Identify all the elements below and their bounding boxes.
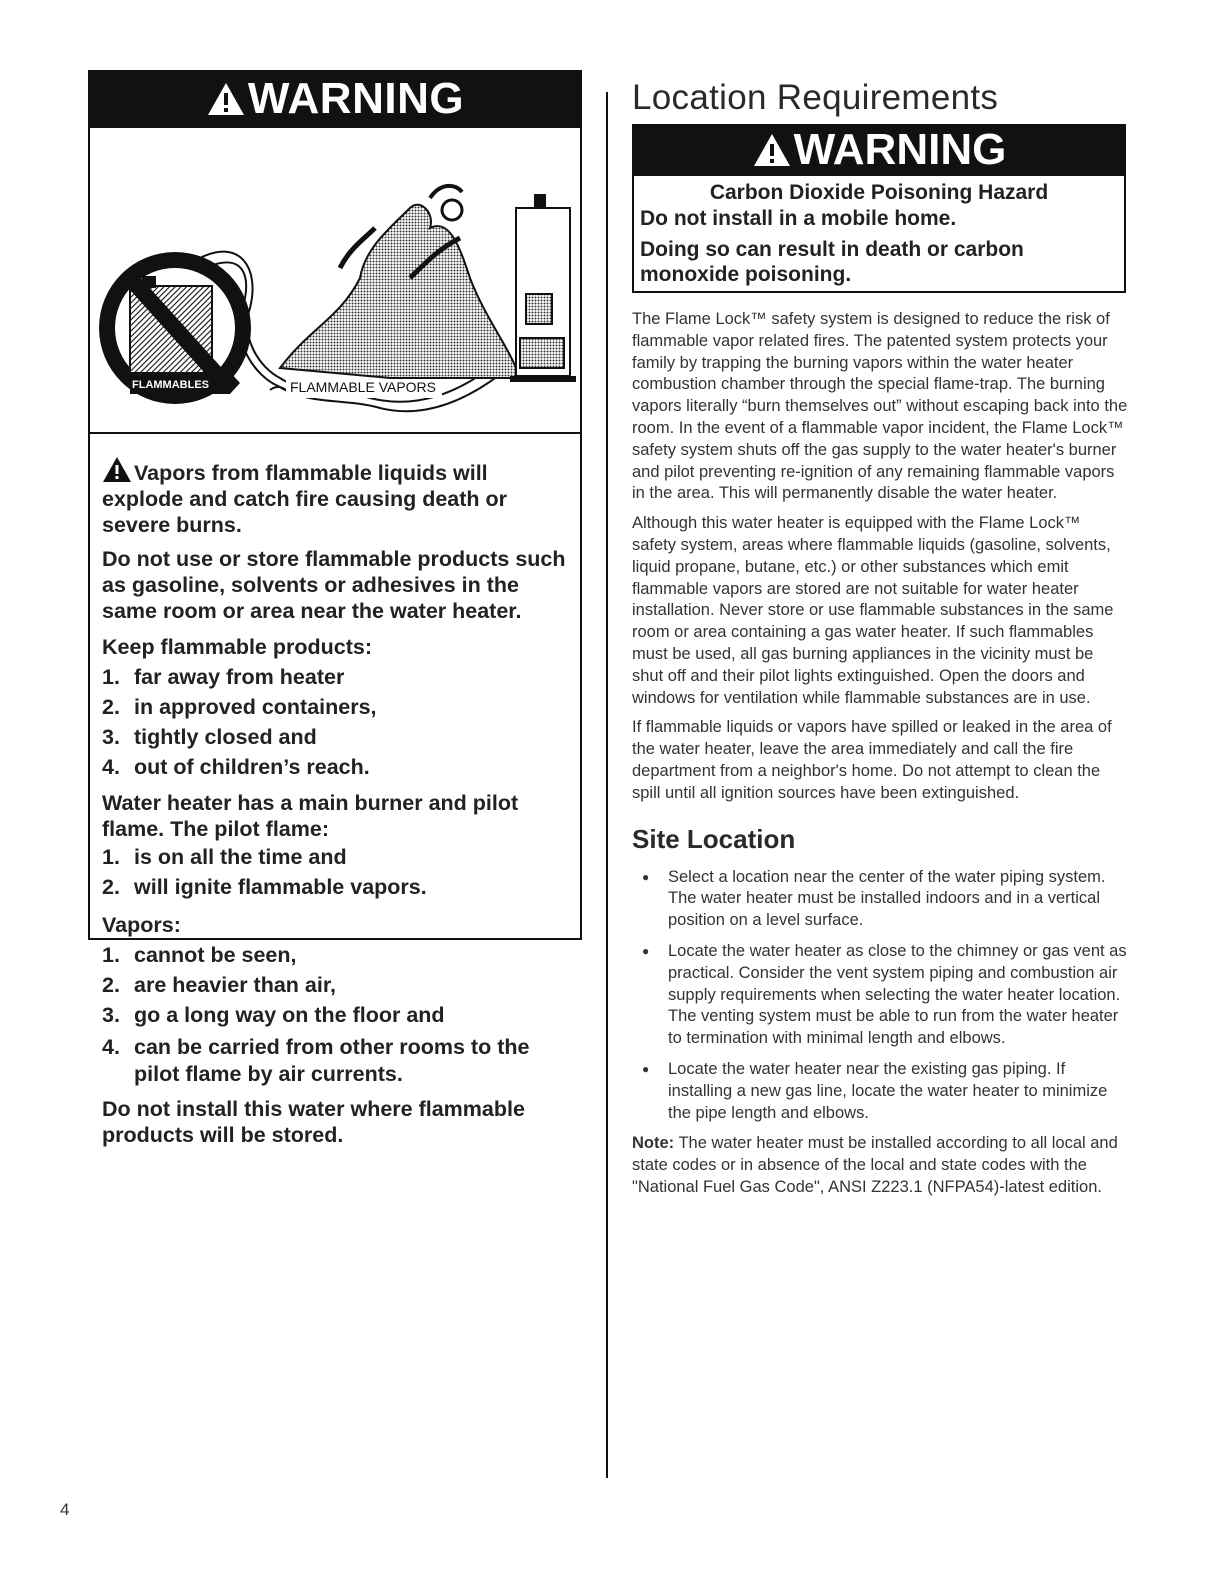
pilot-title: Water heater has a main burner and pilot flame. The pilot flame: <box>102 791 519 841</box>
list-item: 1. is on all the time and <box>102 845 347 869</box>
pilot-list <box>102 842 570 902</box>
warning-banner <box>88 70 582 128</box>
hazard-title: Carbon Dioxide Poisoning Hazard <box>709 181 1049 204</box>
list-item: 2. are heavier than air, <box>102 973 336 997</box>
warning-triangle-icon <box>752 132 792 168</box>
keep-title: Keep flammable products: <box>102 635 372 659</box>
note <box>632 1133 1128 1198</box>
vapors-title: Vapors: <box>102 913 181 937</box>
site-location-list <box>632 867 1128 1125</box>
section-heading: Site Location <box>632 823 796 854</box>
flammables-label: FLAMMABLES <box>132 379 209 391</box>
water-heater-drawing <box>510 194 576 382</box>
paragraph: If flammable liquids or vapors have spilled or leaked in the area of the water heater, leave the area immediately and call the fire department from a neighbor's home. Do not attempt to clean the spill until all ignition sources have been extinguished. <box>632 718 1112 802</box>
warning-line: Doing so can result in death or carbon monoxide poisoning. <box>640 238 1024 286</box>
keep-list <box>102 662 570 782</box>
page-number: 4 <box>60 1500 70 1519</box>
list-item: 4. can be carried from other rooms to the pilot flame by air currents. <box>102 1035 530 1086</box>
bullet-icon: ● <box>642 1061 650 1076</box>
list-item: 3. go a long way on the floor and <box>102 1003 445 1027</box>
warning-banner-label: WARNING <box>793 125 1007 174</box>
warning-triangle-icon <box>102 456 132 483</box>
flammable-warning-box <box>88 70 582 1147</box>
list-item: ● Locate the water heater near the existing gas piping. If installing a new gas line, locate the water heater to minimize the pipe length and elbows. <box>632 1059 1128 1124</box>
body-text <box>632 309 1128 805</box>
list-item: ● Locate the water heater as close to the chimney or gas vent as practical. Consider the vent system piping and combustion air supply requirements when selecting the water heater location. The venting system must be able to run from the water heater to termination with minimal length and elbows. <box>632 941 1128 1050</box>
warning-text <box>90 434 580 1148</box>
fire-figure <box>280 186 520 378</box>
flammable-vapors-illustration <box>90 128 580 434</box>
paragraph: Although this water heater is equipped with the Flame Lock™ safety system, areas where flammable liquids (gasoline, solvents, liquid propane, butane, etc.) or other substances which emit flammable vapors are stored are not suitable for water heater installation. Never store or use flammable substances in the same room or area containing a gas water heater. If such flammables must be used, all gas burning appliances in the vicinity must be shut off and their pilot lights extinguished. Open the doors and windows for ventilation while flammable substances are in use. <box>632 514 1114 707</box>
flammable-vapors-label: FLAMMABLE VAPORS <box>290 379 437 395</box>
bullet-icon: ● <box>642 943 650 958</box>
no-flammables-sign <box>99 252 251 404</box>
warning-banner-label: WARNING <box>247 74 465 123</box>
list-item: 1. cannot be seen, <box>102 943 297 967</box>
do-not-install-statement: Do not install this water where flammable products will be stored. <box>102 1097 525 1147</box>
right-column <box>632 76 1128 1199</box>
flammable-illustration-graphic <box>90 128 580 434</box>
do-not-use-statement: Do not use or store flammable products such as gasoline, solvents or adhesives in the same room or area near the water heater. <box>102 547 566 623</box>
list-item: ● Select a location near the center of the water piping system. The water heater must be installed indoors and in a vertical position on a level surface. <box>632 867 1128 932</box>
paragraph: The Flame Lock™ safety system is designed to reduce the risk of flammable vapor related fires. The patented system protects your family by trapping the burning vapors within the water heater combustion chamber through the special flame-trap. The burning vapors literally “burn themselves out” without escaping back into the room. In the event of a flammable vapor incident, the Flame Lock™ safety system shuts off the gas supply to the water heater's burner and pilot preventing re-ignition of any remaining flammable vapors in the area. This will permanently disable the water heater. <box>632 310 1128 503</box>
vapors-list <box>102 940 570 1088</box>
list-item: 1. far away from heater <box>102 665 345 689</box>
list-item: 3. tightly closed and <box>102 725 317 749</box>
list-item: 2. will ignite flammable vapors. <box>102 875 427 899</box>
warning-banner <box>632 124 1126 176</box>
note-label: Note: <box>632 1134 675 1153</box>
page-title: Location Requirements <box>632 78 999 117</box>
column-divider <box>606 92 608 1478</box>
warning-triangle-icon <box>206 81 246 117</box>
vapors-statement: Vapors from flammable liquids will explode and catch fire causing death or severe burns. <box>102 456 570 538</box>
co-warning-box <box>632 124 1126 293</box>
note-text: The water heater must be installed according to all local and state codes or in absence of the local and state codes with the "National Fuel Gas Code", ANSI Z223.1 (NFPA54)-latest edition. <box>632 1134 1118 1196</box>
list-item: 2. in approved containers, <box>102 695 377 719</box>
warning-line: Do not install in a mobile home. <box>640 207 957 230</box>
bullet-icon: ● <box>642 869 650 884</box>
list-item: 4. out of children’s reach. <box>102 755 370 779</box>
